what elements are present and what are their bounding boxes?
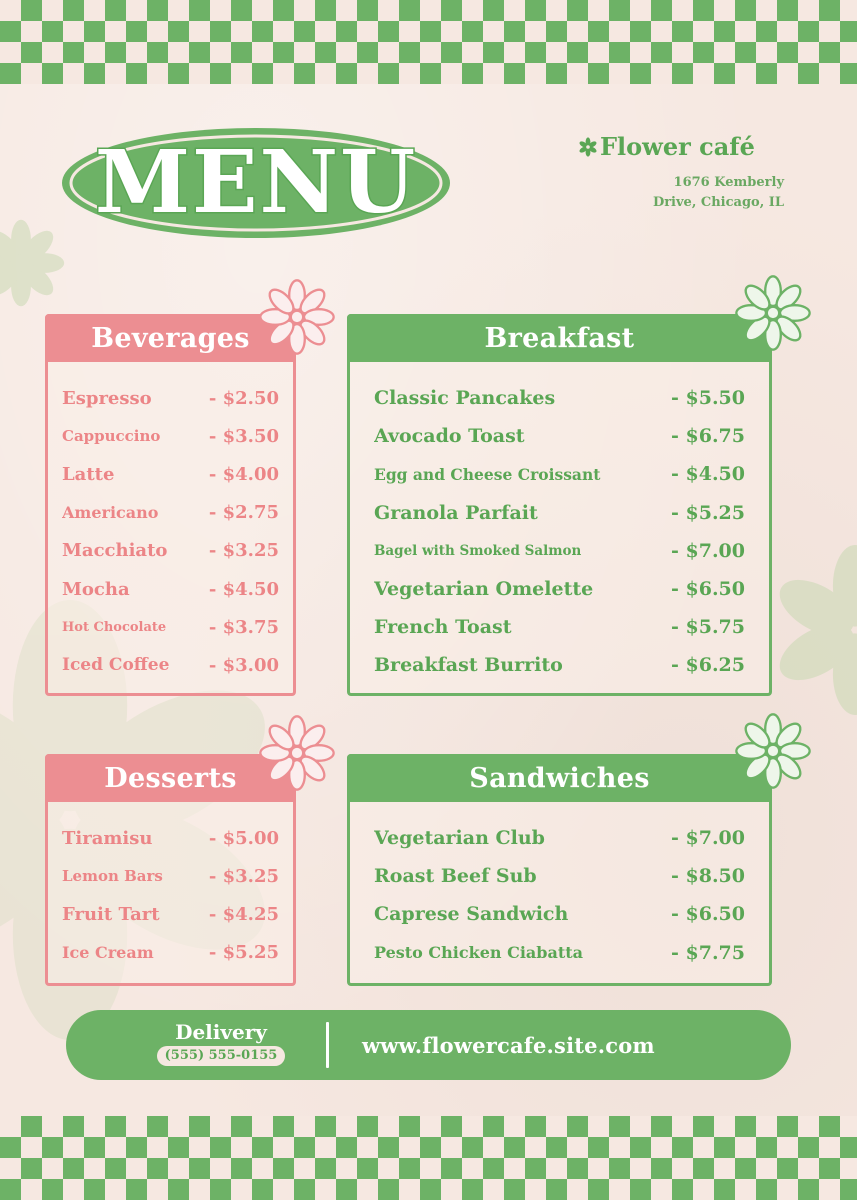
brand-flower-icon <box>578 137 598 157</box>
item-price: - $3.00 <box>208 654 279 676</box>
menu-item <box>62 608 279 646</box>
item-name: Ice Cream <box>62 943 154 963</box>
item-price: - $7.75 <box>671 941 745 964</box>
item-price: - $5.00 <box>208 827 279 849</box>
item-price: - $5.75 <box>671 616 745 639</box>
item-price: - $3.75 <box>208 616 279 638</box>
item-name: Americano <box>62 503 159 523</box>
item-price: - $6.25 <box>671 654 745 677</box>
menu-item <box>374 819 745 857</box>
brand-address <box>578 173 784 213</box>
item-price: - $8.50 <box>671 865 745 888</box>
item-price: - $6.50 <box>671 903 745 926</box>
item-name: Bagel with Smoked Salmon <box>374 542 582 559</box>
pink-flower-icon <box>258 714 336 792</box>
menu-item <box>62 646 279 684</box>
item-name: French Toast <box>374 616 512 639</box>
sandwiches-heading: Sandwiches <box>347 754 772 802</box>
menu-item <box>62 570 279 608</box>
menu-item <box>374 532 745 570</box>
item-name: Mocha <box>62 578 130 600</box>
item-price: - $7.00 <box>671 827 745 850</box>
menu-item <box>62 857 279 895</box>
background-flower-icon <box>770 545 857 715</box>
brand-block <box>578 132 784 213</box>
website-link[interactable]: www.flowercafe.site.com <box>362 1032 655 1058</box>
item-name: Pesto Chicken Ciabatta <box>374 943 583 963</box>
menu-item <box>374 646 745 684</box>
pink-flower-icon <box>258 278 336 356</box>
item-name: Vegetarian Omelette <box>374 578 594 601</box>
menu-title: MENU <box>94 132 418 233</box>
checkered-border-bottom <box>0 1116 857 1200</box>
beverages-list <box>62 379 279 685</box>
menu-item <box>374 455 745 493</box>
beverages-card <box>45 314 296 696</box>
item-name: Iced Coffee <box>62 655 170 676</box>
menu-item <box>374 379 745 417</box>
item-price: - $5.50 <box>671 387 745 410</box>
menu-item <box>374 934 745 972</box>
delivery-label: Delivery <box>175 1020 267 1044</box>
item-price: - $4.00 <box>208 463 279 485</box>
item-price: - $3.25 <box>208 865 279 887</box>
item-name: Hot Chocolate <box>62 619 167 635</box>
breakfast-card <box>347 314 772 696</box>
item-name: Fruit Tart <box>62 903 160 925</box>
menu-item <box>62 819 279 857</box>
green-flower-icon <box>734 712 812 790</box>
item-price: - $5.25 <box>208 942 279 964</box>
item-price: - $6.50 <box>671 578 745 601</box>
menu-item <box>374 895 745 933</box>
desserts-heading: Desserts <box>45 754 296 802</box>
item-price: - $4.25 <box>208 903 279 925</box>
sandwiches-list <box>374 819 745 972</box>
delivery-phone[interactable]: (555) 555-0155 <box>157 1046 286 1066</box>
item-name: Avocado Toast <box>374 425 525 448</box>
item-price: - $7.00 <box>671 539 745 562</box>
menu-item <box>62 934 279 972</box>
desserts-list <box>62 819 279 972</box>
item-name: Classic Pancakes <box>374 387 556 410</box>
item-name: Latte <box>62 463 115 485</box>
breakfast-heading: Breakfast <box>347 314 772 362</box>
menu-item <box>374 608 745 646</box>
item-price: - $3.25 <box>208 540 279 562</box>
item-name: Roast Beef Sub <box>374 865 537 888</box>
item-price: - $3.50 <box>208 425 279 447</box>
breakfast-list <box>374 379 745 685</box>
item-name: Cappuccino <box>62 427 161 446</box>
menu-item <box>62 532 279 570</box>
item-name: Vegetarian Club <box>374 827 545 850</box>
menu-item <box>374 857 745 895</box>
item-name: Granola Parfait <box>374 501 538 524</box>
menu-item <box>62 494 279 532</box>
checkered-border-top <box>0 0 857 84</box>
item-price: - $6.75 <box>671 425 745 448</box>
item-name: Macchiato <box>62 540 168 562</box>
item-price: - $5.25 <box>671 501 745 524</box>
item-name: Tiramisu <box>62 827 153 849</box>
footer-divider <box>326 1022 329 1068</box>
green-flower-icon <box>734 274 812 352</box>
brand-name: Flower café <box>600 132 755 161</box>
menu-item <box>62 379 279 417</box>
delivery-block <box>146 1020 296 1066</box>
menu-item <box>62 455 279 493</box>
item-name: Lemon Bars <box>62 867 163 886</box>
item-price: - $2.50 <box>208 387 279 409</box>
address-line-2: Drive, Chicago, IL <box>652 195 784 210</box>
item-name: Caprese Sandwich <box>374 903 569 926</box>
footer-bar <box>66 1010 791 1080</box>
item-name: Breakfast Burrito <box>374 654 563 677</box>
item-name: Egg and Cheese Croissant <box>374 464 601 484</box>
beverages-heading: Beverages <box>45 314 296 362</box>
background-flower-icon <box>0 218 66 308</box>
item-price: - $4.50 <box>671 463 745 486</box>
address-line-1: 1676 Kemberly <box>673 175 784 190</box>
menu-item <box>374 417 745 455</box>
item-price: - $4.50 <box>208 578 279 600</box>
menu-item <box>374 570 745 608</box>
menu-item <box>374 494 745 532</box>
sandwiches-card <box>347 754 772 986</box>
menu-item <box>62 895 279 933</box>
menu-item <box>62 417 279 455</box>
item-name: Espresso <box>62 387 152 409</box>
item-price: - $2.75 <box>208 502 279 524</box>
